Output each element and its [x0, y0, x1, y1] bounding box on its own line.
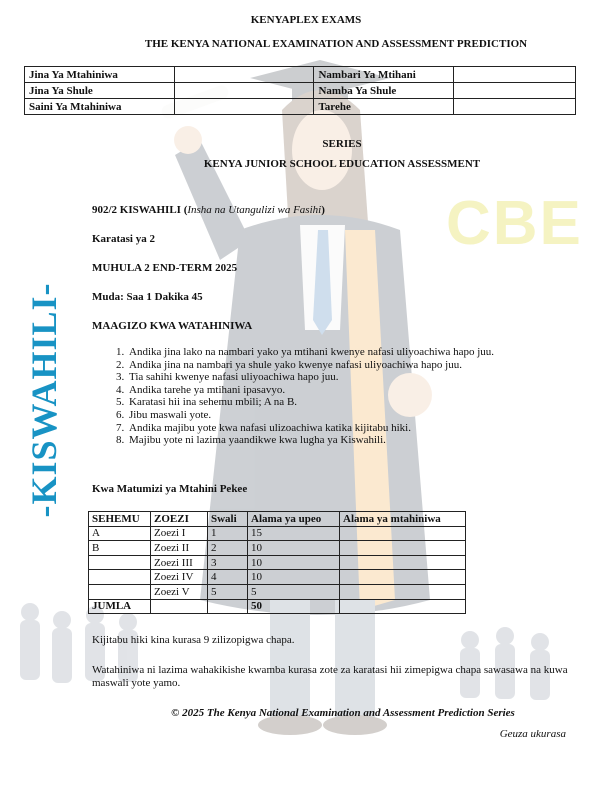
side-subject-label: -KISWAHILI- — [24, 282, 64, 518]
max-marks-cell: 10 — [248, 541, 340, 556]
candidate-marks-cell[interactable] — [340, 526, 466, 541]
question-cell: 5 — [208, 584, 248, 599]
turn-over-note: Geuza ukurasa — [499, 728, 566, 740]
table-row — [89, 584, 466, 599]
paper-code-subject — [92, 204, 325, 216]
total-blank — [151, 599, 208, 614]
table-row — [25, 83, 576, 99]
table-row — [89, 526, 466, 541]
list-item: 7. Andika majibu yote kwa nafasi ulizoachiwa katika kijitabu hiki. — [127, 422, 494, 435]
total-label: JUMLA — [89, 599, 151, 614]
duration-label: Muda: Saa 1 Dakika 45 — [92, 291, 203, 303]
exercise-cell: Zoezi II — [151, 541, 208, 556]
max-marks-cell: 10 — [248, 555, 340, 570]
table-row — [89, 541, 466, 556]
column-header: SEHEMU — [89, 512, 151, 527]
candidate-marks-cell[interactable] — [340, 570, 466, 585]
list-item: 3. Tia sahihi kwenye nafasi uliyoachiwa hapo juu. — [127, 371, 494, 384]
total-candidate-marks[interactable] — [340, 599, 466, 614]
instructions-list — [92, 346, 494, 447]
signature-label: Saini Ya Mtahiniwa — [25, 99, 175, 115]
org-title: KENYAPLEX EXAMS — [250, 14, 362, 26]
table-row — [25, 99, 576, 115]
school-number-label: Namba Ya Shule — [314, 83, 454, 99]
index-number-field[interactable] — [454, 67, 576, 83]
list-item: 6. Jibu maswali yote. — [127, 409, 494, 422]
table-row — [25, 67, 576, 83]
total-row — [89, 599, 466, 614]
total-max-marks: 50 — [248, 599, 340, 614]
exercise-cell: Zoezi III — [151, 555, 208, 570]
column-header: ZOEZI — [151, 512, 208, 527]
series-title: THE KENYA NATIONAL EXAMINATION AND ASSESSMENT PREDICTION — [144, 38, 528, 50]
index-number-label: Nambari Ya Mtihani — [314, 67, 454, 83]
question-cell: 2 — [208, 541, 248, 556]
table-header-row — [89, 512, 466, 527]
question-cell: 3 — [208, 555, 248, 570]
pages-note: Kijitabu hiki kina kurasa 9 zilizopigwa chapa. — [92, 634, 295, 646]
instructions-title: MAAGIZO KWA WATAHINIWA — [92, 320, 253, 332]
date-label: Tarehe — [314, 99, 454, 115]
column-header: Alama ya upeo — [248, 512, 340, 527]
examiner-title: Kwa Matumizi ya Mtahini Pekee — [92, 483, 248, 495]
school-name-field[interactable] — [174, 83, 314, 99]
series-word: SERIES — [322, 138, 362, 150]
candidate-name-label: Jina Ya Mtahiniwa — [25, 67, 175, 83]
cbe-watermark: CBE — [446, 189, 583, 258]
table-row — [89, 555, 466, 570]
question-cell: 1 — [208, 526, 248, 541]
section-cell: B — [89, 541, 151, 556]
column-header: Alama ya mtahiniwa — [340, 512, 466, 527]
date-field[interactable] — [454, 99, 576, 115]
section-cell — [89, 555, 151, 570]
list-item: 2. Andika jina na nambari ya shule yako kwenye nafasi uliyoachiwa hapo juu. — [127, 359, 494, 372]
candidate-marks-cell[interactable] — [340, 584, 466, 599]
school-name-label: Jina Ya Shule — [25, 83, 175, 99]
list-item: 4. Andika tarehe ya mtihani ipasavyo. — [127, 384, 494, 397]
signature-field[interactable] — [174, 99, 314, 115]
exercise-cell: Zoezi IV — [151, 570, 208, 585]
max-marks-cell: 5 — [248, 584, 340, 599]
list-item: 5. Karatasi hii ina sehemu mbili; A na B. — [127, 396, 494, 409]
table-row — [89, 570, 466, 585]
candidate-marks-cell[interactable] — [340, 555, 466, 570]
paper-code: 902/2 KISWAHILI ( — [92, 204, 188, 216]
paper-number: Karatasi ya 2 — [92, 233, 155, 245]
list-item: 8. Majibu yote ni lazima yaandikwe kwa lugha ya Kiswahili. — [127, 434, 494, 447]
list-item: 1. Andika jina lako na nambari yako ya mtihani kwenye nafasi uliyoachiwa hapo juu. — [127, 346, 494, 359]
exercise-cell: Zoezi I — [151, 526, 208, 541]
candidate-details-table — [24, 66, 576, 115]
max-marks-cell: 10 — [248, 570, 340, 585]
term-label: MUHULA 2 END-TERM 2025 — [92, 262, 238, 274]
section-cell: A — [89, 526, 151, 541]
school-number-field[interactable] — [454, 83, 576, 99]
column-header: Swali — [208, 512, 248, 527]
assessment-title: KENYA JUNIOR SCHOOL EDUCATION ASSESSMENT — [203, 158, 481, 170]
total-blank — [208, 599, 248, 614]
section-cell — [89, 584, 151, 599]
exercise-cell: Zoezi V — [151, 584, 208, 599]
question-cell: 4 — [208, 570, 248, 585]
paper-close: ) — [321, 204, 325, 216]
section-cell — [89, 570, 151, 585]
marks-table — [88, 511, 466, 614]
check-note: Watahiniwa ni lazima wahakikishe kwamba kurasa zote za karatasi hii zimepigwa chapa sawasawa na kuwa maswali yote yamo. — [92, 664, 568, 689]
candidate-marks-cell[interactable] — [340, 541, 466, 556]
paper-subtitle: Insha na Utangulizi wa Fasihi — [187, 204, 322, 216]
copyright-line: © 2025 The Kenya National Examination and Assessment Prediction Series — [171, 707, 515, 719]
candidate-name-field[interactable] — [174, 67, 314, 83]
max-marks-cell: 15 — [248, 526, 340, 541]
